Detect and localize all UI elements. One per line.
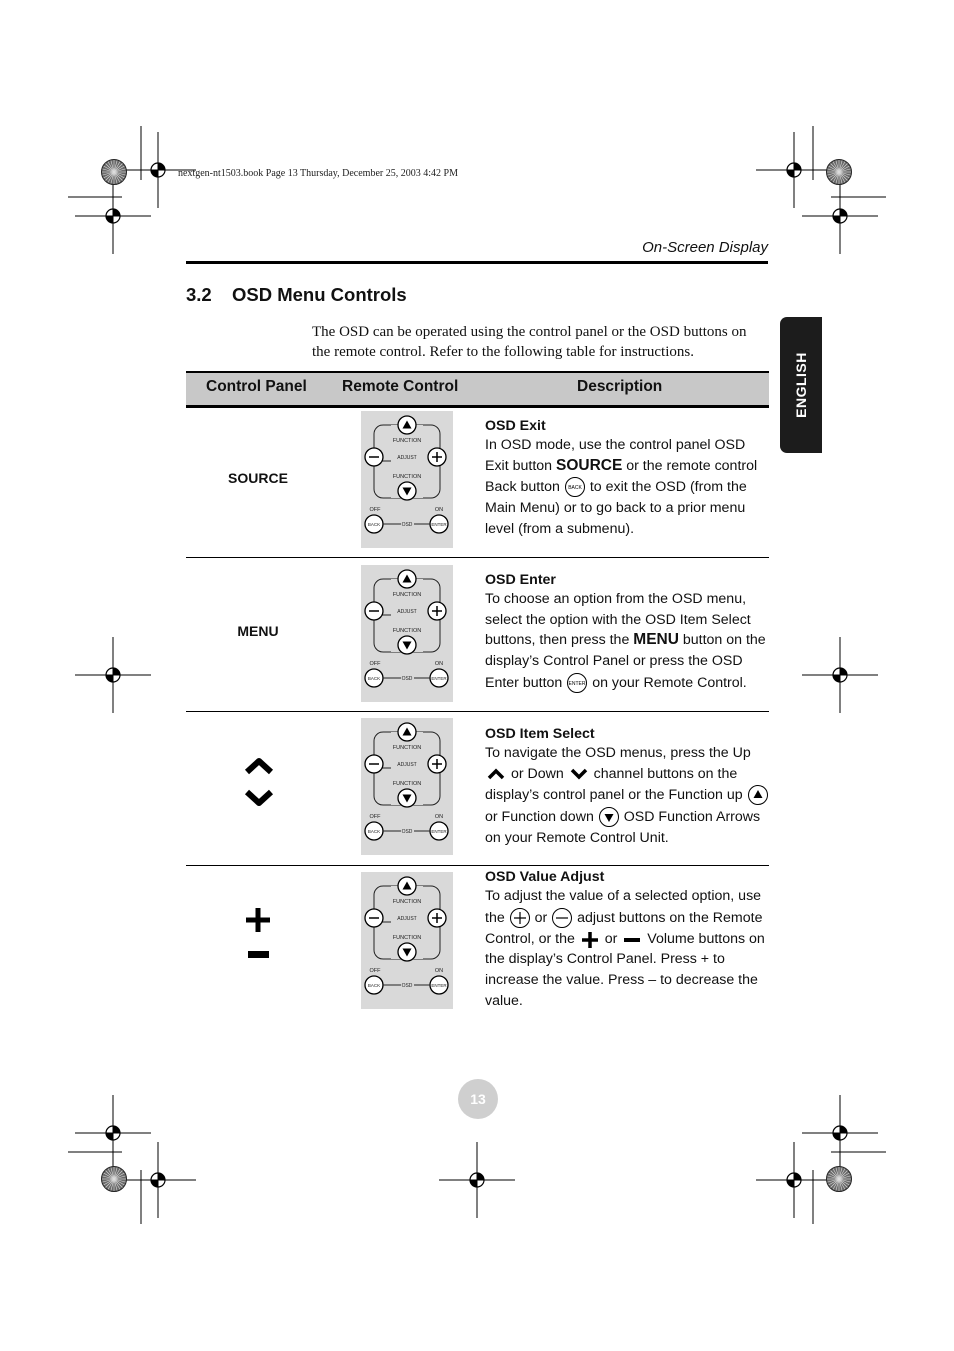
back-button-icon — [564, 476, 586, 498]
svg-text:ENTER: ENTER — [431, 676, 447, 681]
svg-text:FUNCTION: FUNCTION — [392, 628, 422, 634]
svg-text:FUNCTION: FUNCTION — [392, 781, 422, 787]
svg-text:ADJUST: ADJUST — [397, 609, 417, 615]
svg-text:ENTER: ENTER — [431, 983, 447, 988]
table-header — [186, 371, 769, 408]
svg-text:BACK: BACK — [367, 522, 381, 527]
enter-button-icon — [566, 672, 588, 694]
svg-text:ON: ON — [434, 507, 444, 513]
section-title-text: OSD Menu Controls — [232, 284, 407, 305]
minus-icon — [248, 951, 269, 958]
adjust-plus-icon — [509, 907, 531, 929]
plus-icon — [579, 929, 601, 949]
svg-text:OFF: OFF — [369, 968, 381, 974]
function-down-icon — [598, 806, 620, 828]
row-description: OSD Enter To choose an option from the OSD menu, select the option with the OSD Item Select buttons, then press the MENU button on the display’s Control Panel or press the OSD Enter button ENTER on your Remote Control. — [485, 571, 769, 694]
menu-keyword: MENU — [633, 631, 679, 649]
row-description: OSD Value Adjust To adjust the value of a selected option, use the or adjust buttons on the Remote Control, or the or Volume buttons on the display’s Control Panel. Press + to increase the value. Press – to decrease the value. — [485, 868, 769, 1012]
row-title: OSD Exit — [485, 418, 546, 434]
svg-text:ON: ON — [434, 968, 444, 974]
svg-text:OSD: OSD — [401, 522, 413, 528]
control-updown-icons — [244, 758, 274, 808]
row-divider — [186, 557, 769, 558]
intro-paragraph: The OSD can be operated using the control panel or the OSD buttons on the remote control. Refer to the following table for instructions. — [312, 324, 747, 360]
row-description: OSD Item Select To navigate the OSD menus, press the Up or Down channel buttons on the display’s control panel or the Function up or Function down OSD Function Arrows on your Remote Control Unit. — [485, 725, 769, 849]
minus-icon — [621, 932, 643, 946]
adjust-minus-icon — [551, 907, 573, 929]
plus-icon — [246, 908, 270, 932]
svg-text:OSD: OSD — [401, 983, 413, 989]
header-remote-control: Remote Control — [342, 378, 459, 395]
svg-text:FUNCTION: FUNCTION — [392, 745, 422, 751]
row-title: OSD Value Adjust — [485, 869, 605, 885]
page-number: 13 — [458, 1079, 498, 1119]
svg-text:ENTER: ENTER — [568, 680, 586, 687]
svg-text:OSD: OSD — [401, 676, 413, 682]
control-source-label: SOURCE — [228, 470, 288, 486]
down-chevron-icon — [568, 767, 590, 781]
svg-text:BACK: BACK — [367, 676, 381, 681]
row-divider — [186, 865, 769, 866]
svg-text:OSD: OSD — [401, 829, 413, 835]
svg-text:OFF: OFF — [369, 814, 381, 820]
down-chevron-icon — [247, 792, 271, 803]
svg-text:FUNCTION: FUNCTION — [392, 592, 422, 598]
function-up-icon — [747, 784, 769, 806]
header-description: Description — [577, 378, 663, 395]
svg-text:BACK: BACK — [568, 485, 582, 492]
svg-text:ADJUST: ADJUST — [397, 916, 417, 922]
source-keyword: SOURCE — [555, 456, 623, 474]
section-title — [186, 284, 407, 306]
up-chevron-icon — [247, 761, 271, 772]
svg-text:ON: ON — [434, 814, 444, 820]
svg-text:OFF: OFF — [369, 507, 381, 513]
svg-text:ADJUST: ADJUST — [397, 455, 417, 461]
row-title: OSD Item Select — [485, 726, 595, 742]
section-number: 3.2 — [186, 284, 212, 305]
language-tab: ENGLISH — [780, 317, 822, 453]
svg-text:ON: ON — [434, 661, 444, 667]
file-meta: nextgen-nt1503.book Page 13 Thursday, December 25, 2003 4:42 PM — [178, 168, 458, 179]
control-menu-label: MENU — [237, 623, 279, 639]
svg-text:ENTER: ENTER — [431, 829, 447, 834]
svg-text:OFF: OFF — [369, 661, 381, 667]
running-head: On-Screen Display — [642, 239, 768, 256]
svg-text:BACK: BACK — [367, 829, 381, 834]
row-divider — [186, 711, 769, 712]
remote-diagram — [361, 565, 453, 702]
row-title: OSD Enter — [485, 572, 556, 588]
svg-text:ENTER: ENTER — [431, 522, 447, 527]
svg-text:FUNCTION: FUNCTION — [392, 935, 422, 941]
up-chevron-icon — [485, 767, 507, 781]
row-description: OSD Exit In OSD mode, use the control panel OSD Exit button SOURCE or the remote control Back button BACK to exit the OSD (from the Main Menu) or to go back to a prior menu level (from a submenu). — [485, 417, 769, 540]
header-rule — [186, 261, 768, 264]
header-control-panel: Control Panel — [206, 378, 307, 395]
svg-text:FUNCTION: FUNCTION — [392, 899, 422, 905]
svg-text:FUNCTION: FUNCTION — [392, 474, 422, 480]
control-plusminus-icons — [244, 906, 274, 966]
remote-diagram — [361, 411, 453, 548]
remote-diagram — [361, 718, 453, 855]
svg-text:BACK: BACK — [367, 983, 381, 988]
svg-text:ADJUST: ADJUST — [397, 762, 417, 768]
svg-text:FUNCTION: FUNCTION — [392, 438, 422, 444]
remote-diagram — [361, 872, 453, 1009]
